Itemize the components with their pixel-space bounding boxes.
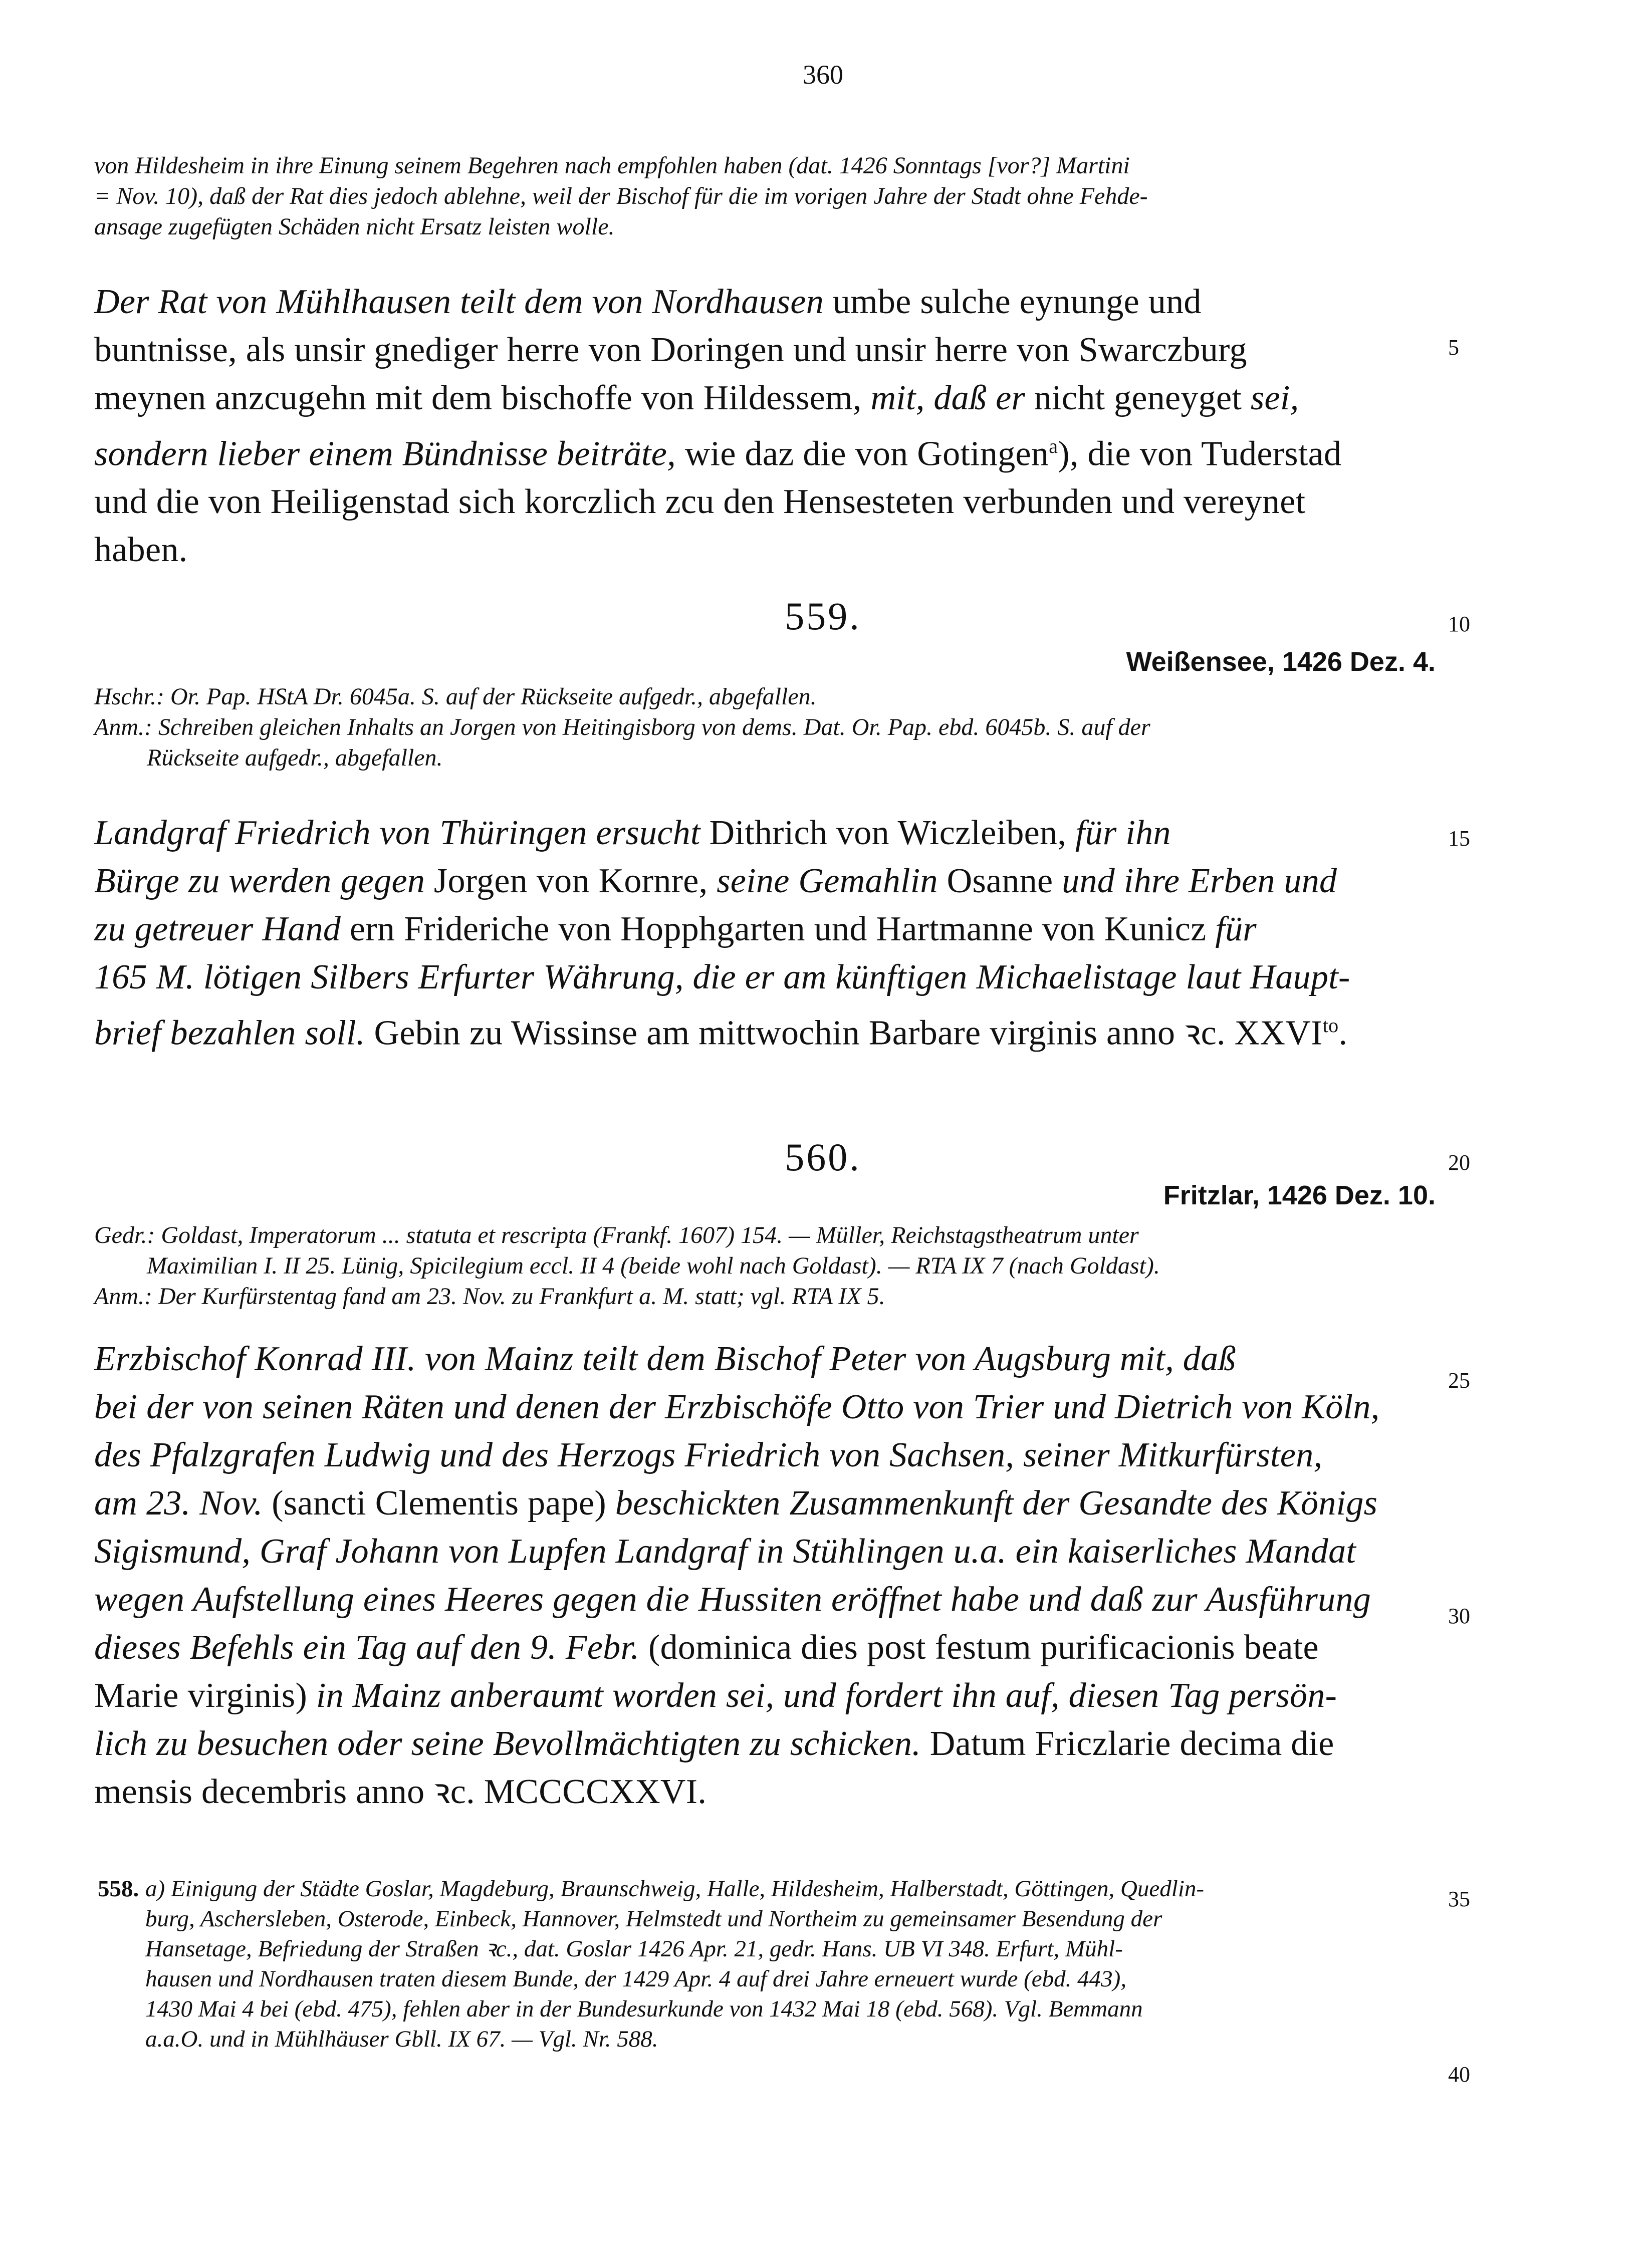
- text-line: [94, 905, 1433, 953]
- roman-segment: Gebin zu Wissinse am mittwochin Barbare virginis anno ꝛc. XXVI: [365, 1014, 1323, 1053]
- place-date-559: Weißensee, 1426 Dez. 4.: [1126, 647, 1436, 677]
- footnote-label: 558.: [98, 1876, 139, 1902]
- roman-segment: (dominica dies post festum purificacionis beate: [639, 1628, 1319, 1667]
- apparatus-line: Anm.: Schreiben gleichen Inhalts an Jorgen von Heitingisborg von dems. Dat. Or. Pap. ebd. 6045b. S. auf der: [94, 714, 1150, 740]
- text-line: [94, 278, 1433, 326]
- margin-line-number: 25: [1448, 1368, 1470, 1393]
- italic-segment: am 23. Nov.: [94, 1484, 263, 1523]
- italic-segment: Erzbischof Konrad III. von Mainz teilt dem Bischof Peter von Augsburg mit, daß: [94, 1340, 1236, 1378]
- text-line: [94, 526, 1433, 574]
- roman-segment: (sancti Clementis pape): [263, 1484, 615, 1523]
- apparatus-line: Gedr.: Goldast, Imperatorum ... statuta et rescripta (Frankf. 1607) 154. — Müller, Reichstagstheatrum unter: [94, 1222, 1139, 1248]
- previous-regest-text: [94, 278, 1433, 574]
- footnote-line: hausen und Nordhausen traten diesem Bunde, der 1429 Apr. 4 auf drei Jahre erneuert wurde (ebd. 443),: [145, 1966, 1127, 1992]
- text-line: [94, 1528, 1433, 1576]
- text-line: [94, 478, 1433, 526]
- italic-segment: zu getreuer Hand: [94, 910, 341, 948]
- superscript: to: [1322, 1014, 1339, 1037]
- roman-segment: und die von Heiligenstad sich korczlich zcu den Hensesteten verbunden und vereynet: [94, 482, 1306, 522]
- apparatus-line: Maximilian I. II 25. Lünig, Spicilegium eccl. II 4 (beide wohl nach Goldast). — RTA IX 7 (nach Goldast).: [147, 1252, 1160, 1279]
- roman-segment: Marie virginis): [94, 1676, 316, 1715]
- text-line: [94, 953, 1433, 1001]
- roman-segment: Jorgen von Kornre,: [425, 862, 717, 900]
- italic-segment: 165 M. lötigen Silbers Erfurter Währung, die er am künftigen Michaelistage laut Haupt-: [94, 958, 1350, 996]
- page-number: 360: [803, 60, 843, 90]
- text-line: [94, 1720, 1433, 1768]
- roman-segment: .: [1338, 1014, 1348, 1053]
- margin-line-number: 10: [1448, 612, 1470, 636]
- roman-segment: meynen anzcugehn mit dem bischoffe von Hildessem,: [94, 379, 871, 417]
- text-line: [94, 374, 1433, 422]
- italic-segment: und ihre Erben und: [1062, 862, 1337, 900]
- footnote-line: Hansetage, Befriedung der Straßen ꝛc., dat. Goslar 1426 Apr. 21, gedr. Hans. UB VI 348. Erfurt, Mühl-: [145, 1936, 1123, 1962]
- text-line: [94, 1479, 1433, 1528]
- roman-segment: Osanne: [937, 862, 1062, 900]
- roman-segment: buntnisse, als unsir gnediger herre von Doringen und unsir herre von Swarczburg: [94, 331, 1247, 369]
- note-line: ansage zugefügten Schäden nicht Ersatz leisten wolle.: [94, 213, 615, 240]
- italic-segment: lich zu besuchen oder seine Bevollmächtigten zu schicken.: [94, 1724, 921, 1763]
- roman-segment: haben.: [94, 531, 188, 570]
- text-line: [94, 1624, 1433, 1672]
- margin-line-number: 35: [1448, 1887, 1470, 1911]
- document-number-560: 560.: [785, 1135, 861, 1179]
- text-line: [94, 326, 1433, 374]
- document-number-559: 559.: [785, 594, 861, 638]
- roman-segment: mensis decembris anno ꝛc. MCCCCXXVI.: [94, 1773, 707, 1811]
- apparatus-560: [94, 1220, 1433, 1312]
- text-line: [94, 1383, 1433, 1431]
- text-line: [94, 809, 1433, 857]
- footnote-558: [98, 1874, 1438, 2054]
- footnote-line: a.a.O. und in Mühlhäuser Gbll. IX 67. — Vgl. Nr. 588.: [145, 2026, 658, 2052]
- apparatus-559: [94, 681, 1433, 773]
- italic-segment: wegen Aufstellung eines Heeres gegen die Hussiten eröffnet habe und daß zur Ausführung: [94, 1580, 1371, 1619]
- roman-segment: Datum Friczlarie decima die: [920, 1724, 1334, 1763]
- text-line: [94, 1576, 1433, 1624]
- roman-segment: nicht geneyget: [1025, 379, 1251, 417]
- text-line: [94, 1768, 1433, 1816]
- italic-segment: bei der von seinen Räten und denen der Erzbischöfe Otto von Trier und Dietrich von Köln,: [94, 1388, 1380, 1426]
- italic-segment: sondern lieber einem Bündnisse beiträte,: [94, 434, 676, 473]
- margin-line-number: 15: [1448, 826, 1470, 851]
- italic-segment: in Mainz anberaumt worden sei, und fordert ihn auf, diesen Tag persön-: [316, 1676, 1337, 1715]
- margin-line-number: 5: [1448, 335, 1459, 360]
- margin-line-number: 30: [1448, 1604, 1470, 1628]
- roman-segment: umbe sulche eynunge und: [824, 283, 1202, 321]
- italic-segment: brief bezahlen soll.: [94, 1014, 365, 1053]
- place-date-560: Fritzlar, 1426 Dez. 10.: [1163, 1180, 1436, 1210]
- regest-text-559: [94, 809, 1433, 1057]
- text-line: [94, 1335, 1433, 1383]
- note-line: von Hildesheim in ihre Einung seinem Begehren nach empfohlen haben (dat. 1426 Sonntags [vor?] Martini: [94, 152, 1130, 179]
- note-line: = Nov. 10), daß der Rat dies jedoch ablehne, weil der Bischof für die im vorigen Jahre der Stadt ohne Fehde-: [94, 183, 1148, 209]
- text-line: [94, 422, 1433, 478]
- italic-segment: des Pfalzgrafen Ludwig und des Herzogs Friedrich von Sachsen, seiner Mitkurfürsten,: [94, 1436, 1323, 1474]
- italic-segment: für: [1215, 910, 1257, 948]
- italic-segment: Landgraf Friedrich von Thüringen ersucht: [94, 814, 700, 852]
- apparatus-line: Anm.: Der Kurfürstentag fand am 23. Nov. zu Frankfurt a. M. statt; vgl. RTA IX 5.: [94, 1283, 885, 1310]
- superscript: a: [1049, 435, 1058, 457]
- text-line: [94, 1431, 1433, 1479]
- italic-segment: Bürge zu werden gegen: [94, 862, 425, 900]
- footnote-line: a) Einigung der Städte Goslar, Magdeburg, Braunschweig, Halle, Hildesheim, Halberstadt, Göttingen, Quedlin-: [145, 1876, 1205, 1902]
- apparatus-line: Hschr.: Or. Pap. HStA Dr. 6045a. S. auf der Rückseite aufgedr., abgefallen.: [94, 683, 817, 710]
- roman-segment: ern Frideriche von Hopphgarten und Hartmanne von Kunicz: [341, 910, 1216, 948]
- italic-segment: Der Rat von Mühlhausen teilt dem von Nordhausen: [94, 283, 824, 321]
- margin-line-number: 20: [1448, 1150, 1470, 1175]
- text-line: [94, 1001, 1433, 1057]
- roman-segment: ), die von Tuderstad: [1058, 434, 1342, 473]
- margin-line-number: 40: [1448, 2062, 1470, 2087]
- footnote-line: burg, Aschersleben, Osterode, Einbeck, Hannover, Helmstedt und Northeim zu gemeinsamer Besendung der: [145, 1906, 1162, 1932]
- regest-text-560: [94, 1335, 1433, 1816]
- italic-segment: Sigismund, Graf Johann von Lupfen Landgraf in Stühlingen u.a. ein kaiserliches Mandat: [94, 1532, 1356, 1571]
- italic-segment: mit, daß er: [870, 379, 1025, 417]
- previous-note: [94, 150, 1433, 242]
- italic-segment: dieses Befehls ein Tag auf den 9. Febr.: [94, 1628, 640, 1667]
- italic-segment: beschickten Zusammenkunft der Gesandte des Königs: [615, 1484, 1378, 1523]
- roman-segment: wie daz die von Gotingen: [675, 434, 1049, 473]
- apparatus-line: Rückseite aufgedr., abgefallen.: [147, 744, 443, 771]
- footnote-line: 1430 Mai 4 bei (ebd. 475), fehlen aber in der Bundesurkunde von 1432 Mai 18 (ebd. 568). Vgl. Bemmann: [145, 1996, 1143, 2022]
- italic-segment: sei,: [1250, 379, 1299, 417]
- italic-segment: für ihn: [1075, 814, 1171, 852]
- text-line: [94, 1672, 1433, 1720]
- text-line: [94, 857, 1433, 905]
- roman-segment: Dithrich von Wiczleiben,: [700, 814, 1075, 852]
- italic-segment: seine Gemahlin: [717, 862, 938, 900]
